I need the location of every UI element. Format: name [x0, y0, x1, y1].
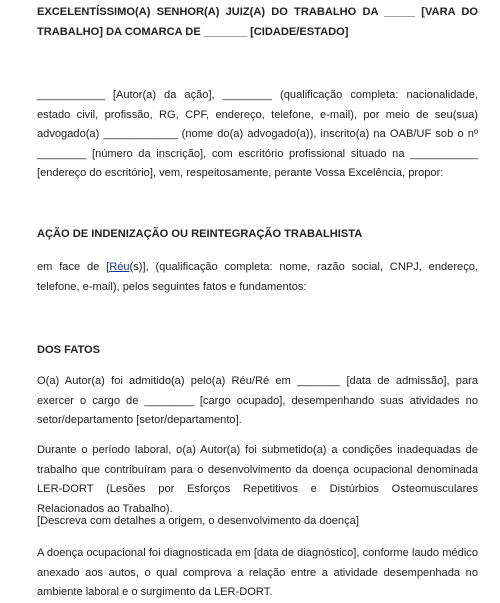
facts-paragraph-instruction: [Descreva com detalhes a origem, o desenvolvimento da doença] — [37, 515, 359, 527]
intro-paragraph: ___________ [Autor(a) da ação], ________ (qualificação completa: nacionalidade, estado civil, profissão, RG, CPF, endereço, telefone, e-mail), por meio de seu(sua) advogado(a) ____________ (nome do(a) advogado(a)), inscrito(a) na OAB/UF sob o nº ________ [número da inscrição], com escritório profissional situado na ___________ [endereço do escritório], vem, respeitosamente, perante Vossa Excelência, propor: — [37, 89, 478, 180]
facts-paragraph-conditions: Durante o período laboral, o(a) Autor(a) foi submetido(a) a condições inadequadas de trabalho que contribuíram para o desenvolvimento da doença ocupacional denominada LER-DORT (Lesões por Esforços Repetitivos e Distúrbios Osteomusculares Relacionados ao Trabalho). — [37, 444, 478, 515]
facts-paragraph-diagnosis: A doença ocupacional foi diagnosticada em [data de diagnóstico], conforme laudo médico anexado aos autos, o qual comprova a relação entre a atividade desempenhada no ambiente laboral e o surgimento da LER-DORT. — [37, 547, 478, 599]
defendant-link[interactable]: Réu — [109, 261, 130, 273]
defendant-prefix: em face de [ — [37, 261, 110, 273]
defendant-suffix: (s)], (qualificação completa: nome, razão social, CNPJ, endereço, telefone, e-mail), pelos seguintes fatos e fundamentos: — [37, 261, 478, 293]
defendant-paragraph — [37, 258, 478, 297]
facts-paragraph-admission: O(a) Autor(a) foi admitido(a) pelo(a) Réu/Ré em _______ [data de admissão], para exercer o cargo de ________ [cargo ocupado], desempenhando suas atividades no setor/departamento [setor/departamento]. — [37, 375, 478, 427]
document-title: EXCELENTÍSSIMO(A) SENHOR(A) JUIZ(A) DO TRABALHO DA _____ [VARA DO TRABALHO] DA COMARCA DE _______ [CIDADE/ESTADO] — [37, 6, 478, 38]
facts-heading: DOS FATOS — [37, 344, 101, 356]
action-heading: AÇÃO DE INDENIZAÇÃO OU REINTEGRAÇÃO TRABALHISTA — [37, 228, 363, 240]
